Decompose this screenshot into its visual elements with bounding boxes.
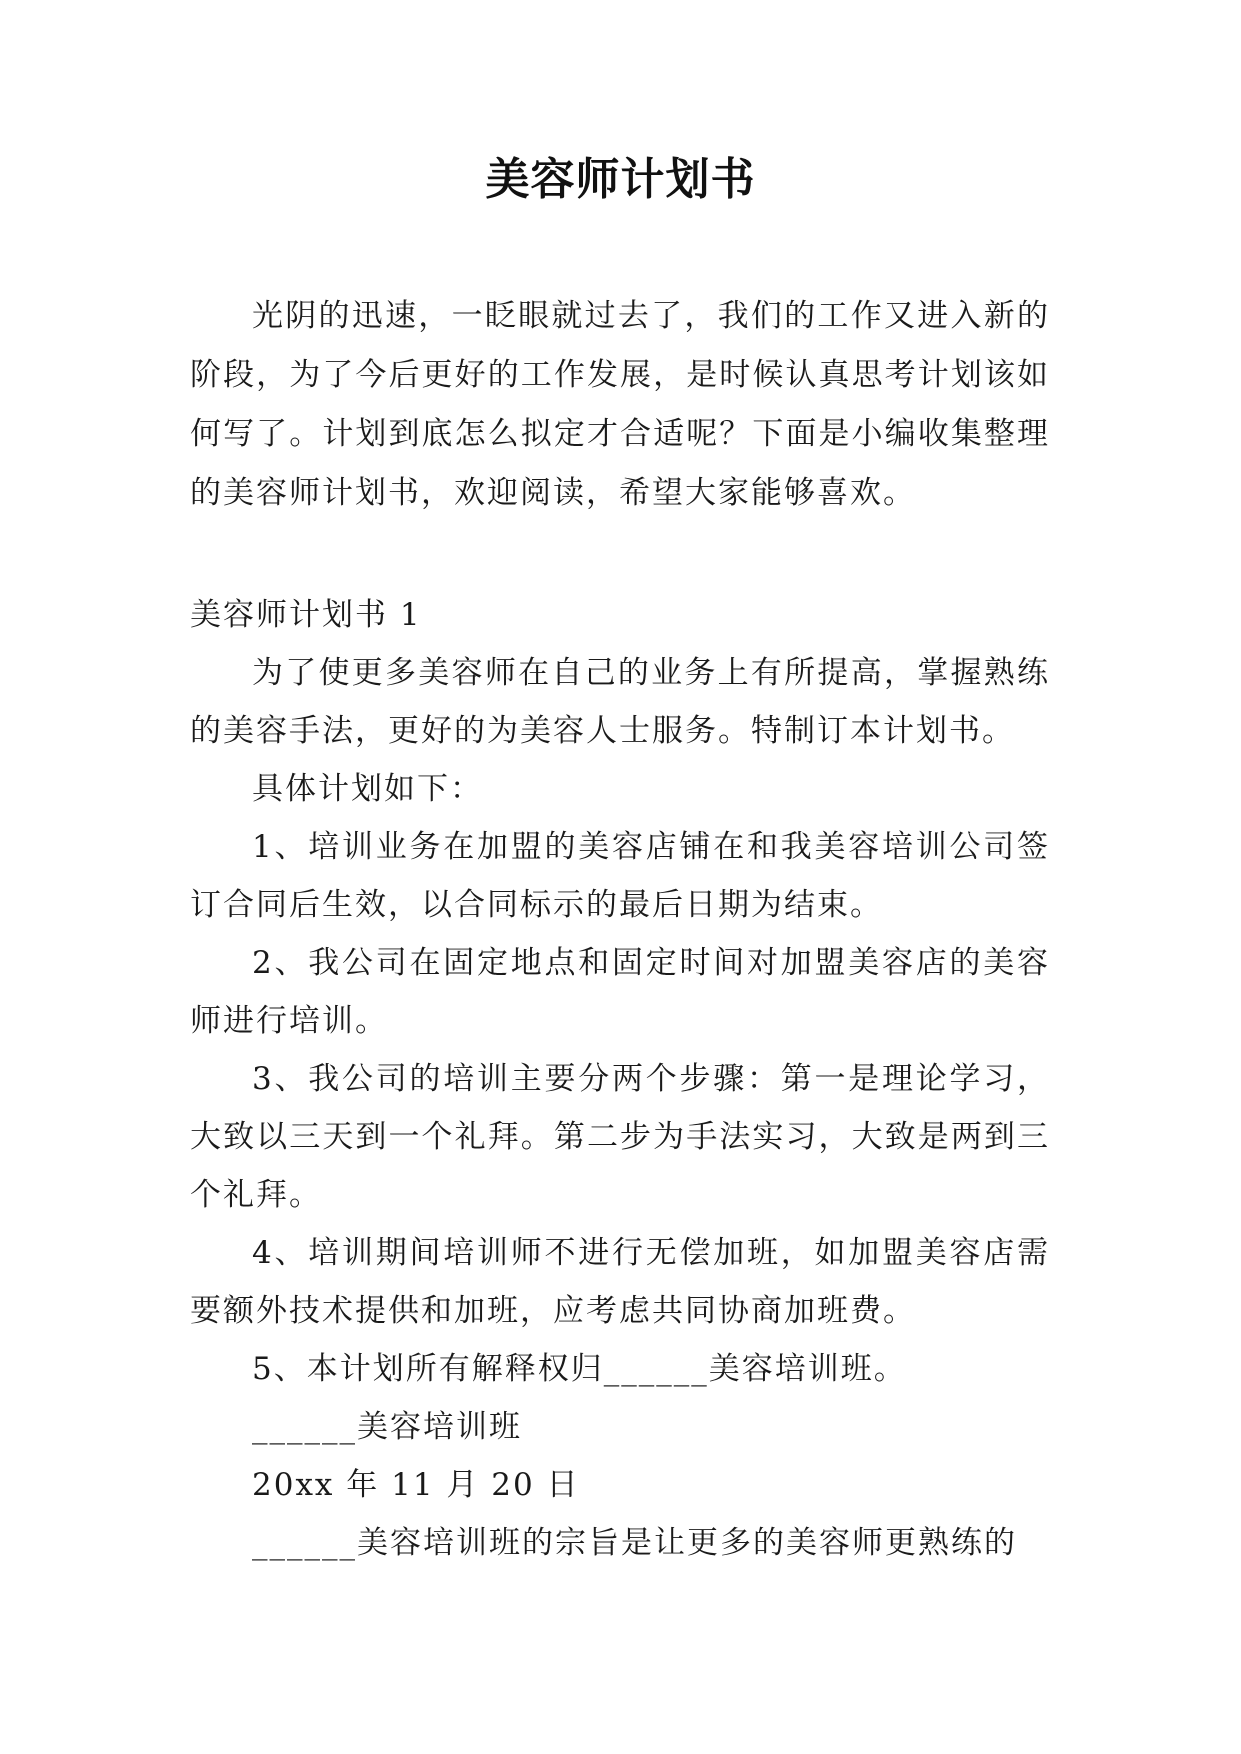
section-heading: 美容师计划书 1: [190, 597, 422, 633]
list-item: 5、本计划所有解释权归______美容培训班。: [252, 1351, 907, 1387]
list-item: 4、培训期间培训师不进行无偿加班，如加盟美容店需要额外技术提供和加班，应考虑共同协商加班费。: [190, 1235, 1050, 1329]
document-body: [190, 287, 1050, 1572]
date-line: 20xx 年 11 月 20 日: [252, 1467, 580, 1503]
signature-line: ______美容培训班: [252, 1409, 522, 1445]
body-paragraph: ______美容培训班的宗旨是让更多的美容师更熟练的: [252, 1525, 1017, 1561]
list-item: 2、我公司在固定地点和固定时间对加盟美容店的美容师进行培训。: [190, 945, 1050, 1039]
document-title: 美容师计划书: [485, 154, 756, 205]
list-item: 3、我公司的培训主要分两个步骤：第一是理论学习，大致以三天到一个礼拜。第二步为手法实习，大致是两到三个礼拜。: [190, 1061, 1050, 1213]
body-paragraph: 为了使更多美容师在自己的业务上有所提高，掌握熟练的美容手法，更好的为美容人士服务。特制订本计划书。: [190, 655, 1050, 749]
intro-paragraph: 光阴的迅速，一眨眼就过去了，我们的工作又进入新的阶段，为了今后更好的工作发展，是时候认真思考计划该如何写了。计划到底怎么拟定才合适呢？下面是小编收集整理的美容师计划书，欢迎阅读，希望大家能够喜欢。: [190, 298, 1050, 511]
list-item: 1、培训业务在加盟的美容店铺在和我美容培训公司签订合同后生效，以合同标示的最后日期为结束。: [190, 829, 1050, 923]
body-paragraph: 具体计划如下：: [252, 771, 483, 807]
